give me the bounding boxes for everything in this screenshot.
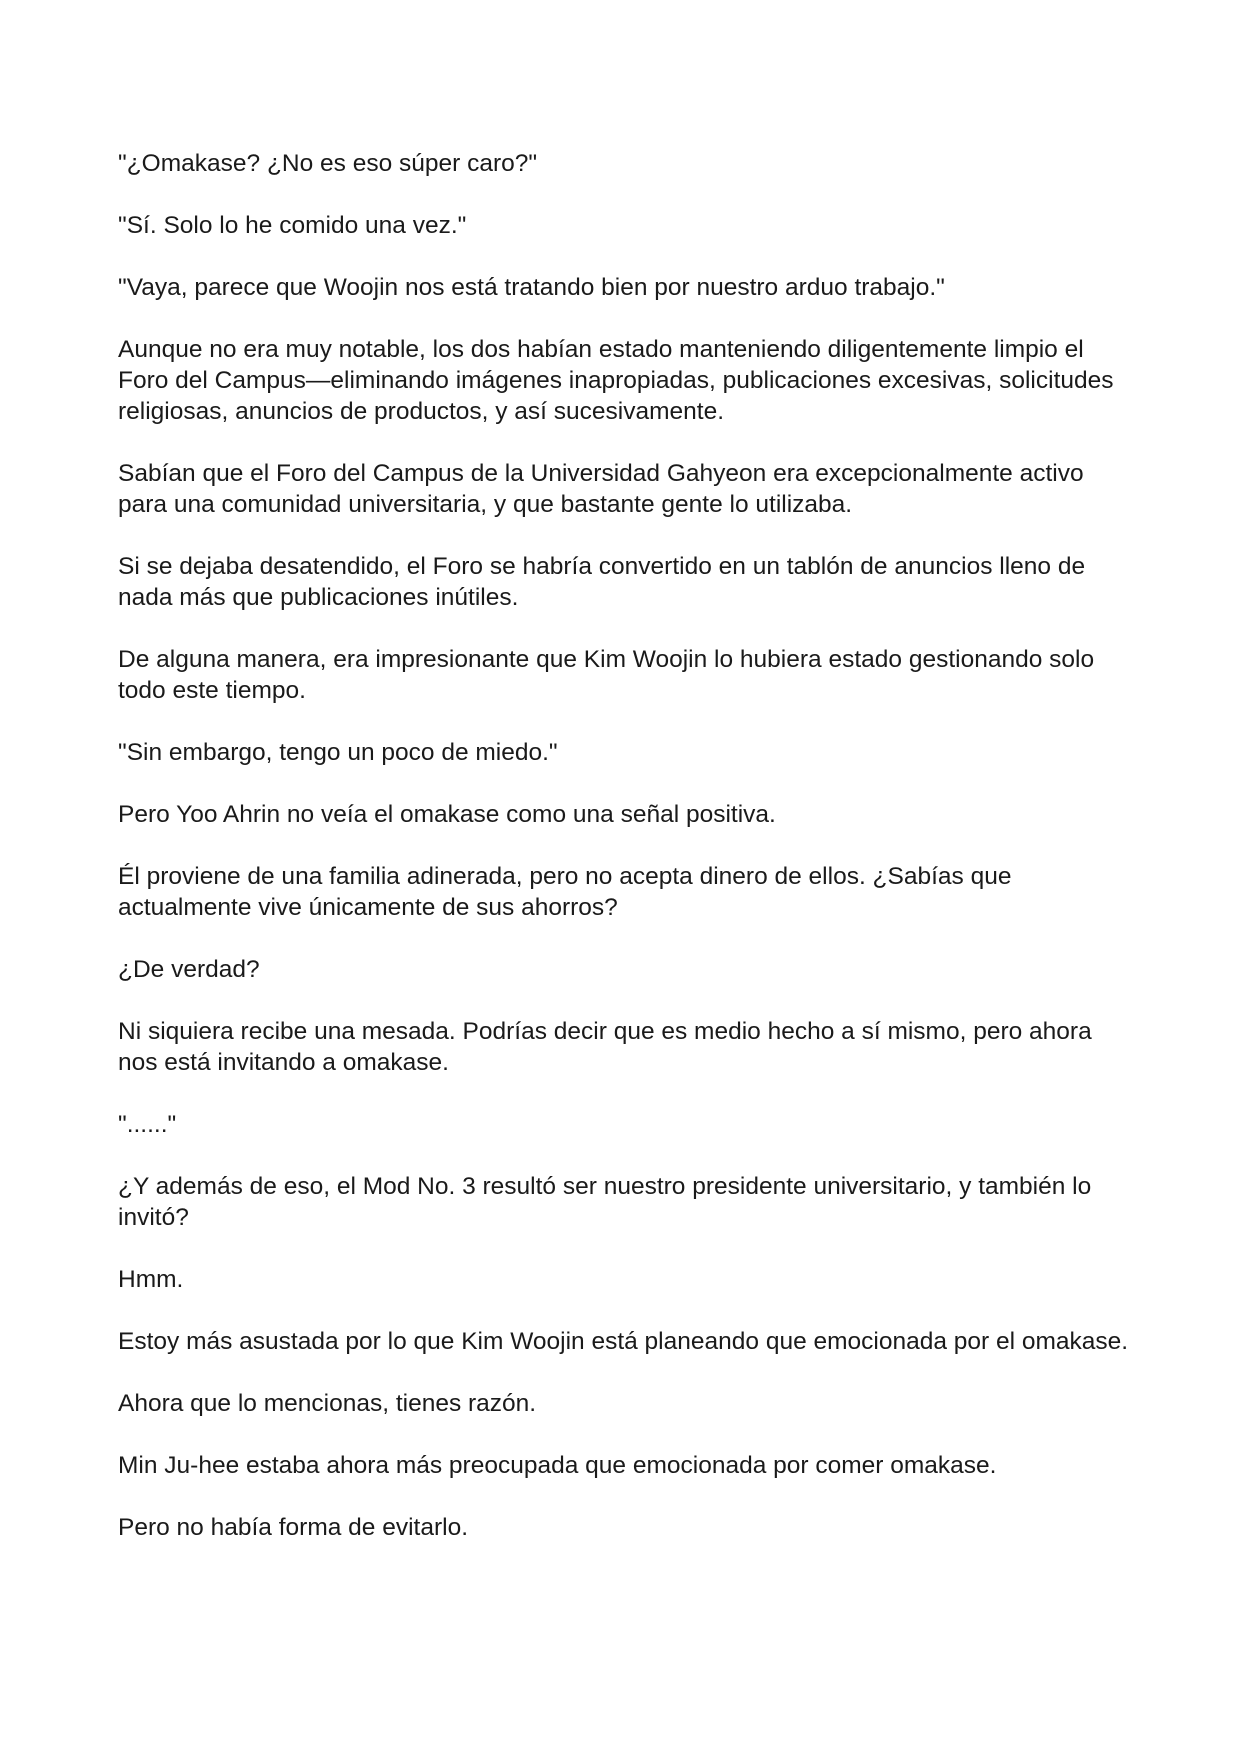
paragraph: Pero Yoo Ahrin no veía el omakase como una señal positiva. (118, 801, 776, 828)
paragraph: ¿De verdad? (118, 956, 260, 983)
paragraph: "......" (118, 1111, 177, 1138)
paragraph: Pero no había forma de evitarlo. (118, 1514, 469, 1541)
paragraph: Él proviene de una familia adinerada, pero no acepta dinero de ellos. ¿Sabías que actualmente vive únicamente de sus ahorros? (118, 863, 1012, 921)
paragraph: Ni siquiera recibe una mesada. Podrías decir que es medio hecho a sí mismo, pero ahora nos está invitando a omakase. (118, 1018, 1092, 1076)
paragraph: Hmm. (118, 1266, 184, 1293)
paragraph: "¿Omakase? ¿No es eso súper caro?" (118, 150, 538, 177)
paragraph: De alguna manera, era impresionante que Kim Woojin lo hubiera estado gestionando solo todo este tiempo. (118, 646, 1095, 704)
paragraph: Si se dejaba desatendido, el Foro se habría convertido en un tablón de anuncios lleno de nada más que publicaciones inútiles. (118, 553, 1086, 611)
paragraph: "Sin embargo, tengo un poco de miedo." (118, 739, 558, 766)
paragraph: Sabían que el Foro del Campus de la Universidad Gahyeon era excepcionalmente activo para una comunidad universitaria, y que bastante gente lo utilizaba. (118, 460, 1084, 518)
paragraph: Ahora que lo mencionas, tienes razón. (118, 1390, 537, 1417)
paragraph: Aunque no era muy notable, los dos habían estado manteniendo diligentemente limpio el Foro del Campus—eliminando imágenes inapropiadas, publicaciones excesivas, solicitudes religiosas, anuncios de productos, y así sucesivamente. (118, 336, 1114, 425)
paragraph: Min Ju-hee estaba ahora más preocupada que emocionada por comer omakase. (118, 1452, 997, 1479)
paragraph: "Sí. Solo lo he comido una vez." (118, 212, 467, 239)
paragraph: "Vaya, parece que Woojin nos está tratando bien por nuestro arduo trabajo." (118, 274, 945, 301)
paragraph: ¿Y además de eso, el Mod No. 3 resultó ser nuestro presidente universitario, y también lo invitó? (118, 1173, 1092, 1231)
paragraph: Estoy más asustada por lo que Kim Woojin está planeando que emocionada por el omakase. (118, 1328, 1129, 1355)
document-body (118, 148, 1138, 1574)
